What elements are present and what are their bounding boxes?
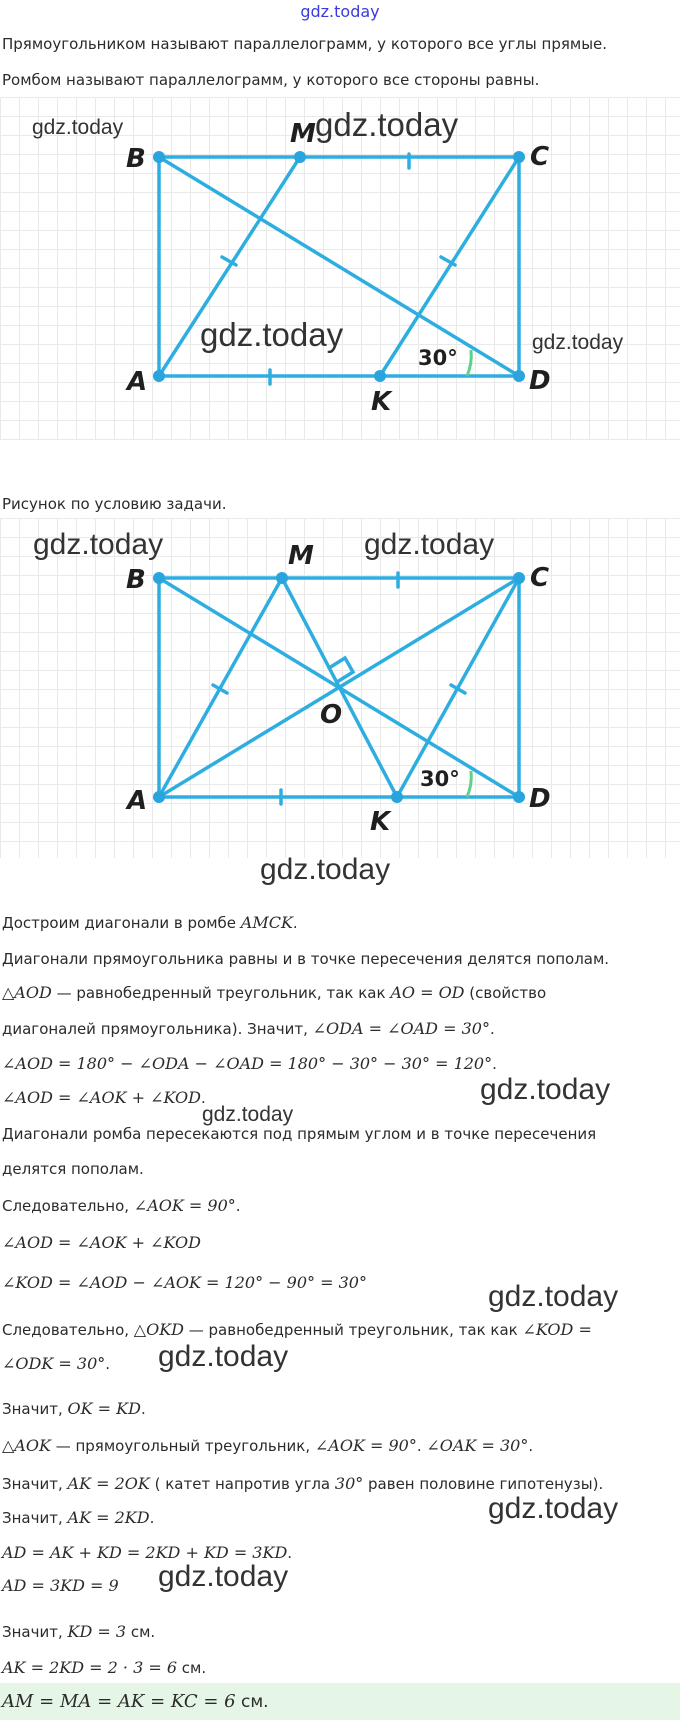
solution-line-18: AD = AK + KD = 2KD + KD = 3KD. (2, 1543, 293, 1562)
watermark: gdz.today (33, 528, 164, 561)
solution-line-9: Следовательно, ∠AOK = 90°. (2, 1196, 241, 1215)
rhombus-definition: Ромбом называют параллелограмм, у которого все стороны равны. (2, 71, 540, 89)
solution-line-2: Диагонали прямоугольника равны и в точке пересечения делятся пополам. (2, 950, 610, 968)
point-c (513, 572, 525, 584)
point-m (276, 572, 288, 584)
figure-2 (0, 518, 680, 858)
label-m: M (290, 119, 316, 149)
label-c: C (530, 563, 550, 593)
label-o: O (320, 700, 343, 730)
label-k: K (370, 807, 391, 837)
solution-line-20: Значит, KD = 3 см. (2, 1622, 156, 1641)
point-m (294, 151, 306, 163)
site-header-link[interactable]: gdz.today (300, 2, 380, 21)
rectangle-definition: Прямоугольником называют параллелограмм, у которого все углы прямые. (2, 35, 608, 53)
solution-line-5: ∠AOD = 180° − ∠ODA − ∠OAD = 180° − 30° − 30° = 120°. (2, 1054, 497, 1073)
watermark: gdz.today (260, 853, 391, 886)
label-m: M (288, 541, 314, 571)
solution-line-16: Значит, AK = 2OK ( катет напротив угла 30° равен половине гипотенузы). (2, 1474, 604, 1493)
solution-line-7: Диагонали ромба пересекаются под прямым углом и в точке пересечения (2, 1125, 597, 1143)
angle-arc-30 (467, 350, 471, 376)
solution-line-14: Значит, OK = KD. (2, 1399, 146, 1418)
solution-line-4: диагоналей прямоугольника). Значит, ∠ODA = ∠OAD = 30°. (2, 1019, 495, 1038)
solution-line-13: ∠ODK = 30°. (2, 1354, 111, 1373)
point-d (513, 791, 525, 803)
label-b: B (126, 565, 146, 595)
figure-1-drawing (0, 97, 680, 440)
point-a (153, 370, 165, 382)
figure-1 (0, 97, 680, 440)
right-angle-mark (329, 658, 353, 682)
solution-line-3: △AOD — равнобедренный треугольник, так как AO = OD (свойство (2, 983, 547, 1002)
solution-line-1: Достроим диагонали в ромбе AMCK. (2, 913, 298, 932)
diagonal-mk (282, 578, 397, 797)
watermark: gdz.today (488, 1280, 619, 1313)
watermark: gdz.today (364, 528, 495, 561)
point-a (153, 791, 165, 803)
watermark: gdz.today (480, 1073, 611, 1106)
watermark: gdz.today (158, 1340, 289, 1373)
label-d: D (529, 366, 551, 396)
watermark: gdz.today (200, 316, 344, 353)
point-b (153, 151, 165, 163)
solution-line-11: ∠KOD = ∠AOD − ∠AOK = 120° − 90° = 30° (2, 1273, 367, 1292)
solution-line-8: делятся пополам. (2, 1160, 144, 1178)
watermark: gdz.today (488, 1492, 619, 1525)
watermark: gdz.today (32, 116, 124, 139)
label-c: C (530, 142, 550, 172)
point-k (374, 370, 386, 382)
watermark: gdz.today (202, 1103, 294, 1126)
label-a: A (127, 786, 148, 816)
angle-label-30: 30° (418, 346, 458, 370)
answer-line: AM = MA = AK = KC = 6 см. (2, 1691, 269, 1712)
watermark: gdz.today (532, 331, 624, 354)
solution-line-17: Значит, AK = 2KD. (2, 1508, 155, 1527)
solution-line-19: AD = 3KD = 9 (2, 1576, 119, 1595)
label-k: K (371, 387, 392, 417)
solution-line-6: ∠AOD = ∠AOK + ∠KOD. (2, 1088, 206, 1107)
label-a: A (127, 367, 148, 397)
figure-caption: Рисунок по условию задачи. (2, 495, 227, 513)
label-b: B (126, 144, 146, 174)
figure-2-drawing (0, 518, 680, 858)
label-d: D (529, 784, 551, 814)
solution-line-15: △AOK — прямоугольный треугольник, ∠AOK = 90°. ∠OAK = 30°. (2, 1436, 534, 1455)
watermark: gdz.today (315, 106, 459, 143)
solution-line-12: Следовательно, △OKD — равнобедренный треугольник, так как ∠KOD = (2, 1320, 592, 1339)
watermark: gdz.today (158, 1560, 289, 1593)
segment-kc (380, 157, 519, 376)
point-b (153, 572, 165, 584)
point-d (513, 370, 525, 382)
point-c (513, 151, 525, 163)
point-k (391, 791, 403, 803)
angle-arc-30 (467, 771, 471, 797)
solution-line-10: ∠AOD = ∠AOK + ∠KOD (2, 1233, 201, 1252)
angle-label-30: 30° (420, 767, 460, 791)
solution-line-21: AK = 2KD = 2 · 3 = 6 см. (2, 1658, 207, 1677)
